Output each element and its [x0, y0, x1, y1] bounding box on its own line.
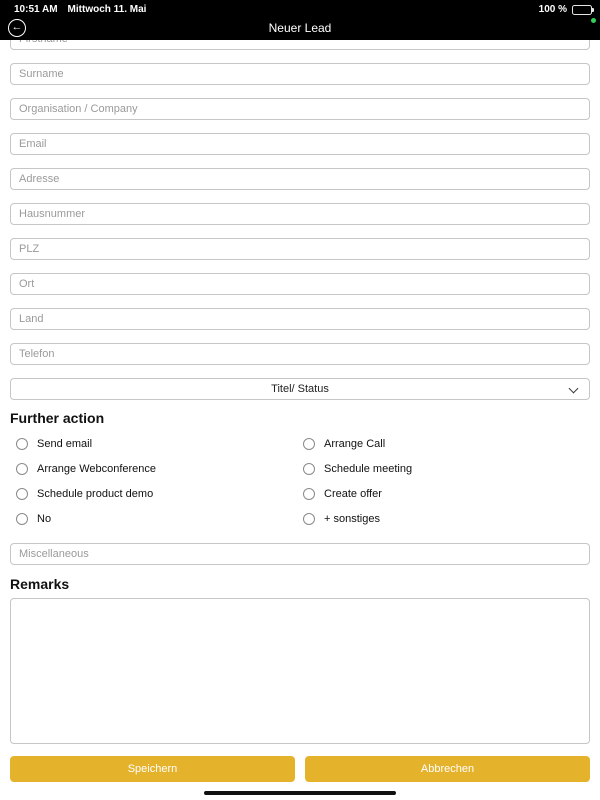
further-action-options [10, 438, 590, 525]
header [0, 0, 600, 40]
arrow-left-icon: ← [11, 21, 23, 33]
lead-form [0, 28, 600, 782]
home-indicator[interactable] [204, 791, 396, 795]
cancel-button[interactable]: Abbrechen [305, 756, 590, 782]
radio-circle-icon [16, 438, 28, 450]
radio-circle-icon [303, 463, 315, 475]
radio-circle-icon [303, 488, 315, 500]
adresse-input[interactable] [10, 168, 590, 190]
radio-no[interactable] [16, 513, 303, 525]
radio-arrange-webconference[interactable] [16, 463, 303, 475]
plz-input[interactable] [10, 238, 590, 260]
radio-label: Create offer [324, 488, 382, 500]
surname-input[interactable] [10, 63, 590, 85]
radio-label: Arrange Call [324, 438, 386, 450]
radio-circle-icon [303, 513, 315, 525]
telefon-input[interactable] [10, 343, 590, 365]
organisation-input[interactable] [10, 98, 590, 120]
remarks-textarea[interactable] [10, 598, 590, 744]
radio-create-offer[interactable] [303, 488, 590, 500]
remarks-heading: Remarks [10, 576, 70, 592]
radio-circle-icon [16, 513, 28, 525]
save-button[interactable]: Speichern [10, 756, 295, 782]
radio-label: + sonstiges [324, 513, 380, 525]
page-title: Neuer Lead [268, 21, 332, 35]
land-input[interactable] [10, 308, 590, 330]
battery-icon [572, 5, 592, 15]
radio-circle-icon [16, 488, 28, 500]
radio-send-email[interactable] [16, 438, 303, 450]
miscellaneous-input[interactable] [10, 543, 590, 565]
email-input[interactable] [10, 133, 590, 155]
status-bar [0, 4, 600, 15]
radio-label: Schedule meeting [324, 463, 413, 475]
form-actions [10, 756, 590, 782]
radio-label: Arrange Webconference [37, 463, 157, 475]
chevron-down-icon [569, 384, 579, 394]
status-date: Mittwoch 11. Mai [67, 4, 147, 15]
titel-status-value: Titel/ Status [271, 383, 329, 395]
radio-schedule-meeting[interactable] [303, 463, 590, 475]
radio-schedule-product-demo[interactable] [16, 488, 303, 500]
battery-percent: 100 % [538, 4, 567, 15]
hausnummer-input[interactable] [10, 203, 590, 225]
radio-label: No [37, 513, 52, 525]
status-left [14, 4, 146, 15]
ort-input[interactable] [10, 273, 590, 295]
radio-sonstiges[interactable] [303, 513, 590, 525]
radio-circle-icon [303, 438, 315, 450]
titel-status-select[interactable] [10, 378, 590, 400]
status-time: 10:51 AM [14, 4, 58, 15]
radio-circle-icon [16, 463, 28, 475]
further-action-heading: Further action [10, 410, 105, 426]
radio-arrange-call[interactable] [303, 438, 590, 450]
radio-label: Schedule product demo [37, 488, 154, 500]
status-right [539, 4, 592, 15]
radio-label: Send email [37, 438, 93, 450]
